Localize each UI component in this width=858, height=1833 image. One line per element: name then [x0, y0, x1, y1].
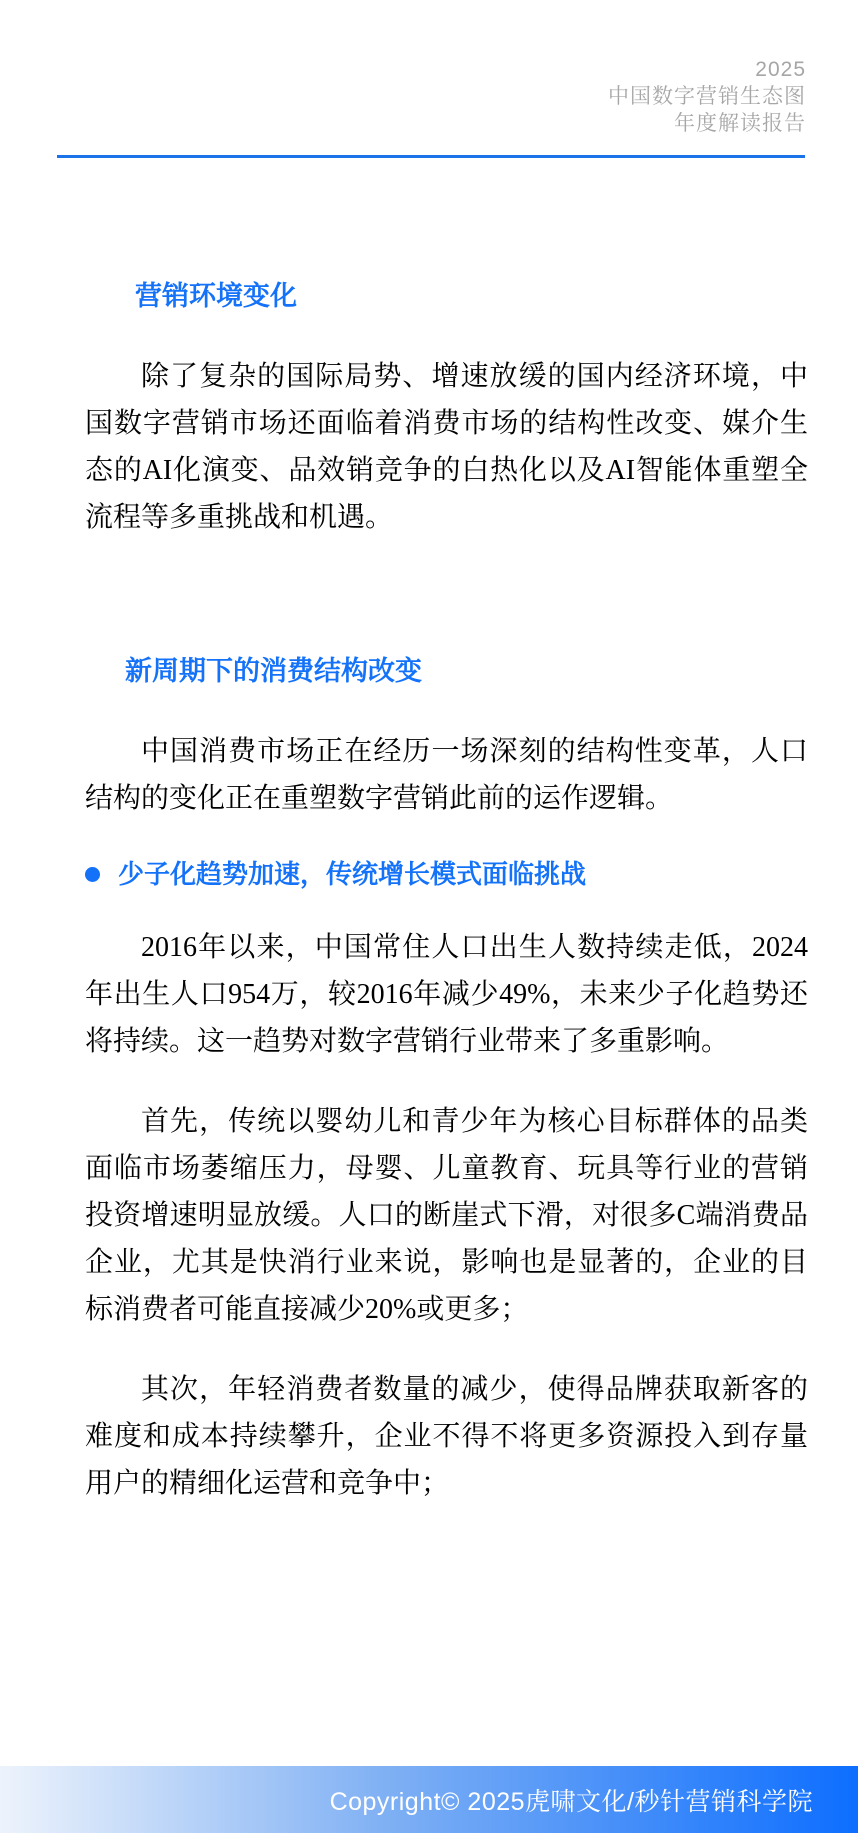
bullet-circle-icon	[85, 867, 100, 882]
paragraph-second-impact: 其次，年轻消费者数量的减少，使得品牌获取新客的难度和成本持续攀升，企业不得不将更多资源投入到存量用户的精细化运营和竞争中；	[85, 1374, 808, 1499]
copyright-text: Copyright© 2025虎啸文化/秒针营销科学院	[329, 1787, 813, 1816]
page-content	[0, 279, 858, 1507]
paragraph-marketing-environment: 除了复杂的国际局势、增速放缓的国内经济环境，中国数字营销市场还面临着消费市场的结构性改变、媒介生态的AI化演变、品效销竞争的白热化以及AI智能体重塑全流程等多重挑战和机遇。	[85, 361, 808, 533]
subheading-declining-birthrate: 少子化趋势加速，传统增长模式面临挑战	[118, 859, 587, 889]
paragraph-consumption-structure-intro: 中国消费市场正在经历一场深刻的结构性变革，人口结构的变化正在重塑数字营销此前的运作逻辑。	[85, 736, 808, 814]
bullet-subheading-row	[85, 857, 808, 891]
section-heading-marketing-environment: 营销环境变化	[135, 281, 297, 311]
header-divider-line	[57, 155, 805, 158]
paragraph-birthrate-trend: 2016年以来，中国常住人口出生人数持续走低，2024年出生人口954万，较2016年减少49%，未来少子化趋势还将持续。这一趋势对数字营销行业带来了多重影响。	[85, 932, 808, 1057]
page-header	[0, 0, 858, 137]
page-footer	[0, 1766, 858, 1833]
header-title-line2: 年度解读报告	[674, 112, 806, 135]
header-year: 2025	[755, 58, 806, 81]
header-title-line1: 中国数字营销生态图	[608, 85, 806, 108]
paragraph-first-impact: 首先，传统以婴幼儿和青少年为核心目标群体的品类面临市场萎缩压力，母婴、儿童教育、玩具等行业的营销投资增速明显放缓。人口的断崖式下滑，对很多C端消费品企业，尤其是快消行业来说，影响也是显著的，企业的目标消费者可能直接减少20%或更多；	[85, 1106, 808, 1325]
section-heading-consumption-structure: 新周期下的消费结构改变	[125, 656, 422, 686]
